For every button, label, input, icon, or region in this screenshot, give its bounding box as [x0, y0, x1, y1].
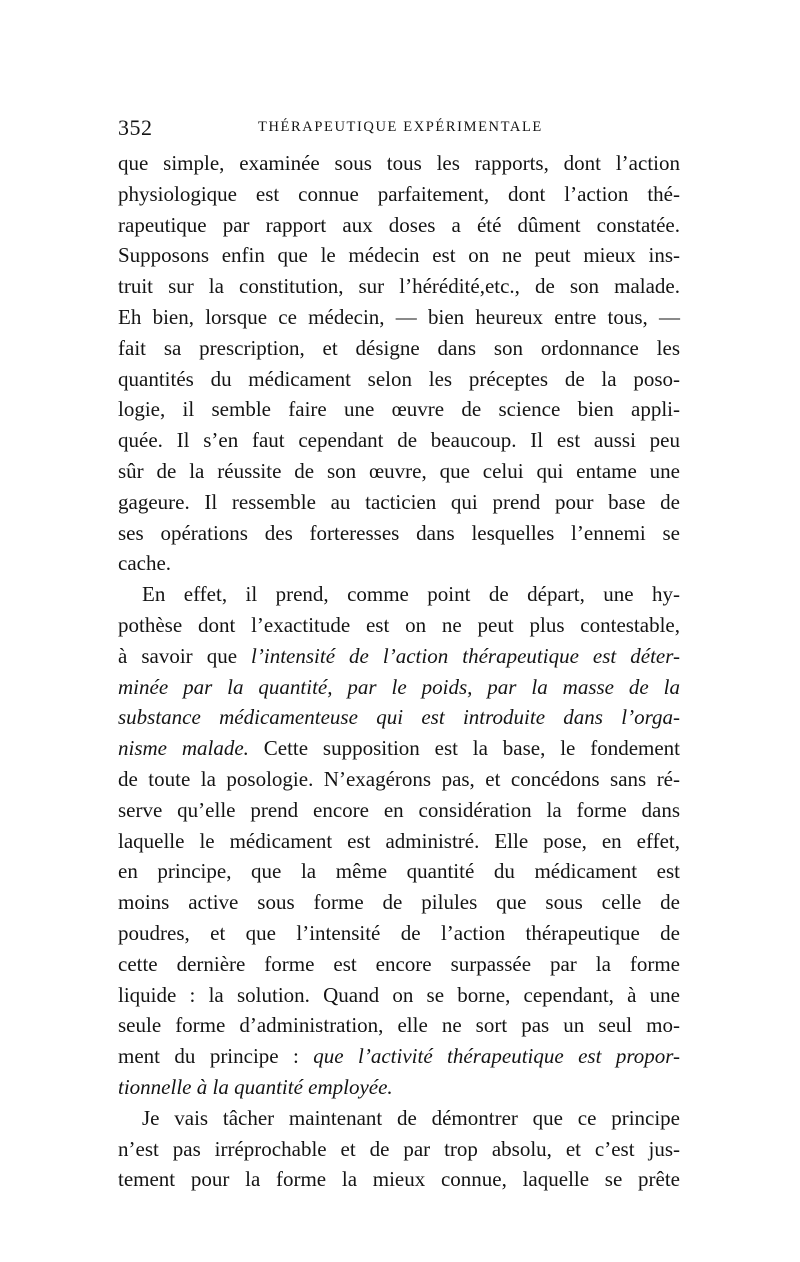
paragraph-end-line: cache.	[118, 551, 172, 576]
text-line: que simple, examinée sous tous les rapports, dont l’action	[118, 151, 680, 175]
text-line-mixed	[118, 733, 680, 764]
page-number: 352	[118, 115, 153, 140]
text-line: rapeutique par rapport aux doses a été dûment constatée.	[118, 212, 680, 237]
text-line: quée. Il s’en faut cependant de beaucoup. Il est aussi peu	[118, 428, 680, 453]
text-line-mixed	[118, 1041, 680, 1072]
italic-run: l’intensité de l’action thérapeutique est déter-	[251, 643, 680, 668]
roman-run: ment du principe :	[118, 1044, 314, 1069]
text-line: truit sur la constitution, sur l’hérédité,etc., de son malade.	[118, 274, 680, 299]
roman-run: à savoir que	[118, 643, 252, 668]
body-text	[118, 148, 680, 1195]
page-header	[118, 115, 680, 139]
italic-line: tionnelle à la quantité employée.	[118, 1074, 393, 1099]
text-line: liquide : la solution. Quand on se borne, cependant, à une	[118, 982, 680, 1007]
italic-run: nisme malade.	[118, 736, 249, 761]
text-line: fait sa prescription, et désigne dans son ordonnance les	[118, 335, 680, 360]
text-line: laquelle le médicament est administré. Elle pose, en effet,	[118, 828, 680, 853]
text-line: poudres, et que l’intensité de l’action thérapeutique de	[118, 920, 680, 945]
text-line: physiologique est connue parfaitement, dont l’action thé-	[118, 181, 680, 206]
text-line: gageure. Il ressemble au tacticien qui prend pour base de	[118, 489, 680, 514]
text-line-mixed	[118, 641, 680, 672]
paragraph-start-line: Je vais tâcher maintenant de démontrer que ce principe	[142, 1105, 680, 1130]
paragraph-start-line: En effet, il prend, comme point de départ, une hy-	[142, 582, 680, 607]
text-line: serve qu’elle prend encore en considération la forme dans	[118, 797, 680, 822]
text-line: de toute la posologie. N’exagérons pas, et concédons sans ré-	[118, 766, 680, 791]
text-line: cette dernière forme est encore surpassée par la forme	[118, 951, 680, 976]
italic-run: que l’activité thérapeutique est propor-	[313, 1044, 680, 1069]
text-line: pothèse dont l’exactitude est on ne peut plus contestable,	[118, 612, 680, 637]
roman-run: Cette supposition est la base, le fondement	[248, 736, 680, 761]
text-line: Supposons enfin que le médecin est on ne peut mieux ins-	[118, 243, 680, 268]
running-head: THÉRAPEUTIQUE EXPÉRIMENTALE	[258, 119, 543, 135]
text-line: sûr de la réussite de son œuvre, que celui qui entame une	[118, 458, 680, 483]
text-line: Eh bien, lorsque ce médecin, — bien heureux entre tous, —	[118, 304, 680, 329]
text-line: n’est pas irréprochable et de par trop absolu, et c’est jus-	[118, 1136, 680, 1161]
text-line: seule forme d’administration, elle ne sort pas un seul mo-	[118, 1013, 680, 1038]
text-line: tement pour la forme la mieux connue, laquelle se prête	[118, 1167, 680, 1192]
text-line: en principe, que la même quantité du médicament est	[118, 859, 680, 884]
italic-line: minée par la quantité, par le poids, par la masse de la	[118, 674, 680, 699]
text-line: ses opérations des forteresses dans lesquelles l’ennemi se	[118, 520, 680, 545]
text-line: moins active sous forme de pilules que sous celle de	[118, 890, 680, 915]
text-line: quantités du médicament selon les préceptes de la poso-	[118, 366, 680, 391]
text-line: logie, il semble faire une œuvre de science bien appli-	[118, 397, 680, 422]
italic-line: substance médicamenteuse qui est introduite dans l’orga-	[118, 705, 680, 730]
